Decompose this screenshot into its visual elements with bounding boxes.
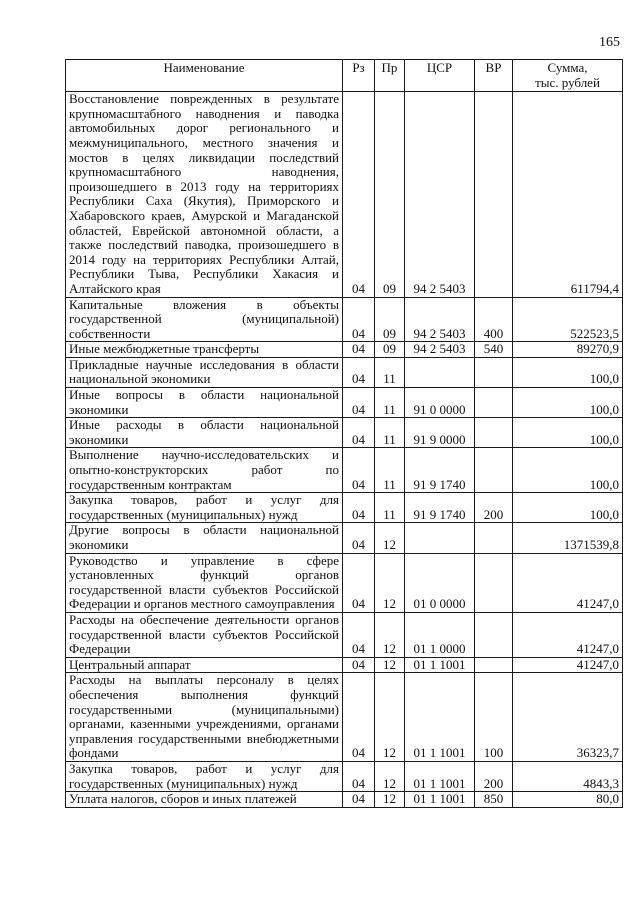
row-pr: 12 bbox=[375, 553, 405, 612]
row-pr: 12 bbox=[375, 792, 405, 808]
row-pr: 09 bbox=[375, 297, 405, 342]
row-sum: 100,0 bbox=[513, 388, 623, 418]
row-rz: 04 bbox=[343, 357, 375, 387]
row-sum: 4843,3 bbox=[513, 761, 623, 791]
header-sum bbox=[513, 60, 623, 92]
table-row bbox=[66, 418, 623, 448]
row-sum: 100,0 bbox=[513, 493, 623, 523]
row-vr bbox=[475, 448, 513, 493]
row-name: Расходы на выплаты персоналу в целях обеспечения выполнения функций государственными (муниципальными) органами, казенными учреждениями, органами управления государственными внебюджетными фондами bbox=[66, 673, 343, 762]
table-row bbox=[66, 657, 623, 673]
header-rz: Рз bbox=[343, 60, 375, 92]
row-rz: 04 bbox=[343, 448, 375, 493]
row-name: Выполнение научно-исследовательских и опытно-конструкторских работ по государственным контрактам bbox=[66, 448, 343, 493]
row-name: Закупка товаров, работ и услуг для государственных (муниципальных) нужд bbox=[66, 493, 343, 523]
row-name: Иные межбюджетные трансферты bbox=[66, 342, 343, 358]
row-pr: 12 bbox=[375, 761, 405, 791]
row-name: Руководство и управление в сфере установленных функций органов государственной власти субъектов Российской Федерации и органов местного самоуправления bbox=[66, 553, 343, 612]
row-rz: 04 bbox=[343, 342, 375, 358]
row-rz: 04 bbox=[343, 612, 375, 657]
row-sum: 36323,7 bbox=[513, 673, 623, 762]
header-sum-line1: Сумма, bbox=[547, 60, 588, 75]
row-rz: 04 bbox=[343, 673, 375, 762]
row-csr: 01 0 0000 bbox=[405, 553, 475, 612]
row-sum: 41247,0 bbox=[513, 553, 623, 612]
row-name: Прикладные научные исследования в области национальной экономики bbox=[66, 357, 343, 387]
row-pr: 11 bbox=[375, 357, 405, 387]
row-sum: 41247,0 bbox=[513, 657, 623, 673]
header-sum-line2: тыс. рублей bbox=[535, 74, 600, 90]
row-vr: 200 bbox=[475, 761, 513, 791]
row-name: Уплата налогов, сборов и иных платежей bbox=[66, 792, 343, 808]
table-row bbox=[66, 342, 623, 358]
row-rz: 04 bbox=[343, 792, 375, 808]
row-sum: 611794,4 bbox=[513, 92, 623, 297]
row-csr: 94 2 5403 bbox=[405, 297, 475, 342]
row-pr: 09 bbox=[375, 92, 405, 297]
row-sum: 1371539,8 bbox=[513, 523, 623, 553]
table-row bbox=[66, 792, 623, 808]
row-vr: 850 bbox=[475, 792, 513, 808]
row-rz: 04 bbox=[343, 92, 375, 297]
row-vr: 540 bbox=[475, 342, 513, 358]
row-csr: 91 9 0000 bbox=[405, 418, 475, 448]
row-pr: 12 bbox=[375, 523, 405, 553]
row-vr: 100 bbox=[475, 673, 513, 762]
row-csr: 01 1 1001 bbox=[405, 673, 475, 762]
row-rz: 04 bbox=[343, 493, 375, 523]
row-sum: 100,0 bbox=[513, 448, 623, 493]
row-vr: 200 bbox=[475, 493, 513, 523]
row-pr: 12 bbox=[375, 657, 405, 673]
row-sum: 100,0 bbox=[513, 357, 623, 387]
row-pr: 12 bbox=[375, 673, 405, 762]
row-vr bbox=[475, 357, 513, 387]
row-vr: 400 bbox=[475, 297, 513, 342]
row-csr bbox=[405, 523, 475, 553]
row-name: Капитальные вложения в объекты государственной (муниципальной) собственности bbox=[66, 297, 343, 342]
row-pr: 11 bbox=[375, 388, 405, 418]
table-row bbox=[66, 493, 623, 523]
table-header-row bbox=[66, 60, 623, 92]
row-vr bbox=[475, 92, 513, 297]
row-csr: 01 1 0000 bbox=[405, 612, 475, 657]
row-rz: 04 bbox=[343, 657, 375, 673]
row-vr bbox=[475, 523, 513, 553]
row-rz: 04 bbox=[343, 297, 375, 342]
row-name: Иные расходы в области национальной экономики bbox=[66, 418, 343, 448]
row-pr: 11 bbox=[375, 418, 405, 448]
row-csr: 01 1 1001 bbox=[405, 657, 475, 673]
row-pr: 11 bbox=[375, 448, 405, 493]
budget-table bbox=[65, 59, 623, 808]
table-row bbox=[66, 388, 623, 418]
row-csr bbox=[405, 357, 475, 387]
row-pr: 11 bbox=[375, 493, 405, 523]
row-pr: 09 bbox=[375, 342, 405, 358]
table-row bbox=[66, 523, 623, 553]
row-csr: 01 1 1001 bbox=[405, 761, 475, 791]
header-csr: ЦСР bbox=[405, 60, 475, 92]
row-vr bbox=[475, 388, 513, 418]
table-row bbox=[66, 92, 623, 297]
row-rz: 04 bbox=[343, 523, 375, 553]
row-csr: 94 2 5403 bbox=[405, 342, 475, 358]
row-rz: 04 bbox=[343, 761, 375, 791]
row-sum: 41247,0 bbox=[513, 612, 623, 657]
row-sum: 100,0 bbox=[513, 418, 623, 448]
row-rz: 04 bbox=[343, 553, 375, 612]
header-vr: ВР bbox=[475, 60, 513, 92]
row-sum: 522523,5 bbox=[513, 297, 623, 342]
row-csr: 91 0 0000 bbox=[405, 388, 475, 418]
row-csr: 01 1 1001 bbox=[405, 792, 475, 808]
row-csr: 91 9 1740 bbox=[405, 448, 475, 493]
row-name: Другие вопросы в области национальной экономики bbox=[66, 523, 343, 553]
row-sum: 89270,9 bbox=[513, 342, 623, 358]
row-name: Иные вопросы в области национальной экономики bbox=[66, 388, 343, 418]
row-name: Расходы на обеспечение деятельности органов государственной власти субъектов Российской Федерации bbox=[66, 612, 343, 657]
row-csr: 91 9 1740 bbox=[405, 493, 475, 523]
page-number: 165 bbox=[599, 35, 620, 50]
table-row bbox=[66, 612, 623, 657]
row-sum: 80,0 bbox=[513, 792, 623, 808]
row-vr bbox=[475, 657, 513, 673]
row-vr bbox=[475, 418, 513, 448]
table-row bbox=[66, 297, 623, 342]
table-row bbox=[66, 553, 623, 612]
header-name: Наименование bbox=[66, 60, 343, 92]
table-row bbox=[66, 357, 623, 387]
row-name: Восстановление поврежденных в результате крупномасштабного наводнения и паводка автомобильных дорог регионального и межмуниципального, местного значения и мостов в целях ликвидации последствий крупномасштабного наводнения, произошедшего в 2013 году на территориях Республики Саха (Якутия), Приморского и Хабаровского краев, Амурской и Магаданской областей, Еврейской автономной области, а также последствий паводка, произошедшего в 2014 году на территориях Республики Алтай, Республики Тыва, Республики Хакасия и Алтайского края bbox=[66, 92, 343, 297]
row-rz: 04 bbox=[343, 418, 375, 448]
table-row bbox=[66, 448, 623, 493]
header-pr: Пр bbox=[375, 60, 405, 92]
table-row bbox=[66, 673, 623, 762]
row-name: Закупка товаров, работ и услуг для государственных (муниципальных) нужд bbox=[66, 761, 343, 791]
row-rz: 04 bbox=[343, 388, 375, 418]
row-vr bbox=[475, 612, 513, 657]
row-csr: 94 2 5403 bbox=[405, 92, 475, 297]
row-name: Центральный аппарат bbox=[66, 657, 343, 673]
row-pr: 12 bbox=[375, 612, 405, 657]
table-row bbox=[66, 761, 623, 791]
row-vr bbox=[475, 553, 513, 612]
